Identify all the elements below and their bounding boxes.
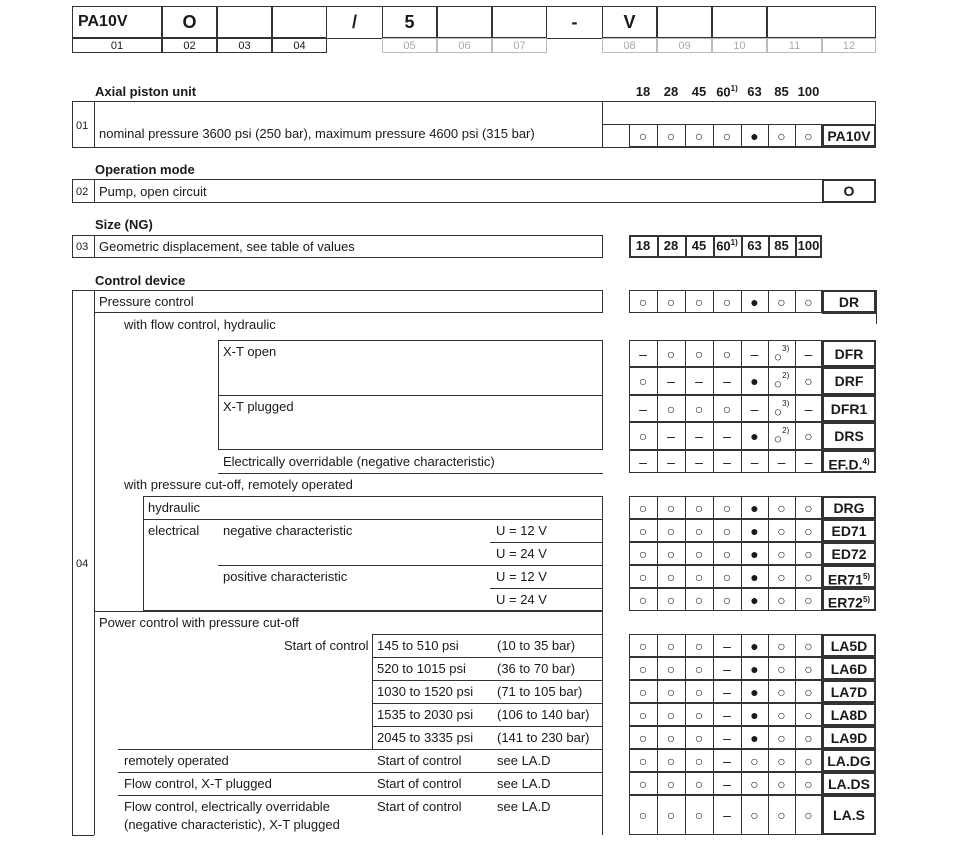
availability-na-icon: – [723,637,731,654]
right-edge [876,290,877,324]
availability-option-icon: ○ [666,127,676,144]
availability-na-icon: – [639,453,647,470]
row-number-01: 01 [76,120,89,132]
code-value: / [351,12,357,32]
ordering-code-la7d: LA7D [830,683,868,700]
availability-option-icon: ○ [750,775,759,792]
position-index: 08 [623,40,636,52]
ordering-code-er71: ER71$^{5)}$ [827,571,871,588]
row-number-03: 03 [76,241,89,253]
size-value-85: 85 [774,238,789,253]
availability-option-icon: ○$^{2)}$ [773,426,790,447]
availability-option-icon: ○ [804,637,813,654]
availability-option-icon: ○ [777,522,786,539]
psi-range: 1535 to 2030 psi [377,707,474,722]
availability-standard-icon: ● [750,706,759,723]
availability-option-icon: ○ [722,522,732,539]
voltage-24-label: U = 24 V [496,592,547,607]
availability-option-icon: ○ [804,660,813,677]
ordering-code-ladg: LA.DG [827,752,871,769]
availability-option-icon: ○ [777,545,786,562]
ordering-code-dfr: DFR [834,345,864,362]
availability-na-icon: – [667,453,675,470]
availability-option-icon: ○ [638,127,648,144]
availability-option-icon: ○ [722,400,732,417]
availability-option-icon: ○ [777,293,786,310]
availability-option-icon: ○ [804,568,813,585]
size-header-28: 28 [663,84,679,99]
availability-option-icon: ○ [694,591,704,608]
row-number-04: 04 [76,558,89,570]
availability-option-icon: ○ [750,807,759,823]
bar-range: (36 to 70 bar) [497,661,576,676]
flow-control-label: with flow control, hydraulic [124,317,276,332]
availability-option-icon: ○ [777,706,786,723]
size-header-60: 60$^{1)}$ [716,84,738,100]
availability-option-icon: ○ [804,522,813,539]
availability-standard-icon: ● [750,683,759,700]
availability-standard-icon: ● [750,373,759,389]
code-box [712,6,767,38]
availability-option-icon: ○ [694,400,704,417]
availability-option-icon: ○ [804,729,813,746]
ordering-code-dr: DR [838,293,860,310]
size-value-63: 63 [747,238,762,253]
availability-option-icon: ○ [722,499,732,516]
availability-option-icon: ○ [694,729,704,746]
availability-option-icon: ○ [638,775,648,792]
availability-na-icon: – [804,400,813,417]
availability-na-icon: – [667,373,675,389]
position-index: 01 [110,40,124,52]
availability-option-icon: ○ [804,683,813,700]
size-header-85: 85 [774,84,789,99]
availability-option-icon: ○ [666,775,676,792]
operation-description: Pump, open circuit [99,184,207,199]
position-index: 12 [842,40,856,52]
flow-xt-plugged-label: Flow control, X-T plugged [124,776,272,791]
code-value: V [623,12,636,32]
availability-option-icon: ○ [804,373,813,389]
size-value-100: 100 [797,238,820,253]
availability-option-icon: ○ [638,807,648,823]
bar-range: (106 to 140 bar) [497,707,590,722]
size-header-18: 18 [635,84,651,99]
bar-range: (141 to 230 bar) [497,730,590,745]
position-index: 09 [678,40,691,52]
availability-option-icon: ○ [638,545,648,562]
availability-option-icon: ○ [777,591,786,608]
position-index: 04 [293,40,306,52]
size-value-60: 60$^{1)}$ [716,238,738,254]
start-of-control-label: Start of control [377,799,462,814]
availability-option-icon: ○ [694,522,704,539]
availability-na-icon: – [723,373,731,389]
availability-option-icon: ○ [777,775,786,792]
control-device-title: Control device [95,273,186,288]
xt-open-label: X-T open [223,344,277,359]
availability-na-icon: – [667,428,675,444]
availability-option-icon: ○ [694,775,704,792]
ordering-code-er72: ER72$^{5)}$ [827,594,871,611]
availability-standard-icon: ● [750,293,759,310]
availability-option-icon: ○ [666,660,676,677]
availability-option-icon: ○ [694,568,704,585]
availability-na-icon: – [804,345,813,362]
availability-na-icon: – [777,453,786,470]
operation-mode-title: Operation mode [95,162,195,177]
size-title: Size (NG) [95,217,153,232]
availability-na-icon: – [723,660,731,677]
availability-na-icon: – [695,373,703,389]
availability-na-icon: – [723,775,731,792]
ordering-code-drg: DRG [833,499,865,516]
flow-elec-label-line2: (negative characteristic), X-T plugged [124,817,340,832]
availability-option-icon: ○ [777,127,786,144]
availability-na-icon: – [723,752,731,769]
availability-option-icon: ○ [666,637,676,654]
position-index: 05 [403,40,416,52]
availability-option-icon: ○ [804,428,813,444]
pressure-control-label: Pressure control [99,294,194,309]
availability-option-icon: ○ [777,660,786,677]
xt-plugged-label: X-T plugged [223,399,294,414]
availability-option-icon: ○ [722,545,732,562]
start-of-control-label: Start of control [377,776,462,791]
availability-standard-icon: ● [750,660,759,677]
position-index: 07 [513,40,526,52]
availability-option-icon: ○ [638,752,648,769]
code-box [767,6,876,38]
availability-standard-icon: ● [750,499,759,516]
size-value-18: 18 [635,238,651,253]
negative-char-label: negative characteristic [223,523,353,538]
availability-option-icon: ○ [638,568,648,585]
availability-option-icon: ○ [777,683,786,700]
availability-option-icon: ○ [666,752,676,769]
availability-standard-icon: ● [750,637,759,654]
availability-option-icon: ○ [638,591,648,608]
code-row-top [72,6,876,7]
availability-option-icon: ○$^{3)}$ [773,398,790,420]
availability-option-icon: ○ [638,522,648,539]
positive-char-label: positive characteristic [223,569,348,584]
code-box [272,6,327,38]
availability-option-icon: ○ [666,499,676,516]
availability-option-icon: ○ [777,568,786,585]
voltage-12-label: U = 12 V [496,569,547,584]
availability-option-icon: ○ [804,591,813,608]
position-index: 02 [183,40,196,52]
availability-option-icon: ○ [694,345,704,362]
flow-elec-label-line1: Flow control, electrically overridable [124,799,330,814]
availability-option-icon: ○ [638,499,648,516]
availability-option-icon: ○ [694,127,704,144]
availability-option-icon: ○ [638,293,648,310]
availability-option-icon: ○ [694,637,704,654]
availability-option-icon: ○ [638,428,648,444]
availability-option-icon: ○ [666,345,676,362]
availability-na-icon: – [639,345,647,362]
remotely-operated-label: remotely operated [124,753,229,768]
size-value-28: 28 [663,238,679,253]
availability-option-icon: ○ [722,127,732,144]
availability-standard-icon: ● [750,428,759,444]
ordering-code-drs: DRS [834,428,864,444]
availability-option-icon: ○ [804,127,813,144]
availability-option-icon: ○ [722,293,732,310]
code-value: O [182,12,197,32]
availability-option-icon: ○ [694,683,704,700]
ordering-code-ed71: ED71 [831,522,867,539]
availability-option-icon: ○ [638,683,648,700]
availability-option-icon: ○ [638,729,648,746]
availability-na-icon: – [723,683,731,700]
see-reference: see LA.D [497,776,551,791]
electrical-label: electrical [148,523,200,538]
availability-standard-icon: ● [750,545,759,562]
availability-option-icon: ○ [666,545,676,562]
axial-description: nominal pressure 3600 psi (250 bar), maximum pressure 4600 psi (315 bar) [99,126,535,141]
availability-option-icon: ○ [666,729,676,746]
bar-range: (10 to 35 bar) [497,638,576,653]
availability-option-icon: ○ [638,637,648,654]
availability-option-icon: ○ [804,752,813,769]
psi-range: 1030 to 1520 psi [377,684,474,699]
availability-option-icon: ○ [777,637,786,654]
code-box [657,6,712,38]
availability-option-icon: ○ [777,752,786,769]
size-header-100: 100 [797,84,820,99]
start-of-control-label: Start of control [377,753,462,768]
availability-option-icon: ○ [666,807,676,823]
axial-piston-title: Axial piston unit [95,84,197,99]
availability-option-icon: ○ [804,499,813,516]
code-box [492,6,547,38]
code-value: - [571,12,578,32]
availability-na-icon: – [804,453,813,470]
availability-na-icon: – [750,345,759,362]
availability-option-icon: ○ [777,499,786,516]
availability-option-icon: ○ [694,499,704,516]
ordering-code-la5d: LA5D [830,637,868,654]
availability-option-icon: ○ [666,522,676,539]
availability-option-icon: ○ [804,545,813,562]
ordering-code-lads: LA.DS [828,775,870,792]
code-box [437,6,492,38]
ordering-code-la9d: LA9D [830,729,868,746]
hydraulic-label: hydraulic [148,500,201,515]
availability-na-icon: – [723,706,731,723]
elec-overridable-label: Electrically overridable (negative characteristic) [223,454,495,469]
ordering-code-la8d: LA8D [830,706,868,723]
availability-standard-icon: ● [750,591,759,608]
availability-option-icon: ○ [666,568,676,585]
availability-option-icon: ○ [638,706,648,723]
availability-na-icon: – [750,453,759,470]
availability-na-icon: – [695,428,703,444]
availability-standard-icon: ● [750,568,759,585]
voltage-24-label: U = 24 V [496,546,547,561]
availability-option-icon: ○ [666,683,676,700]
availability-na-icon: – [723,453,731,470]
availability-na-icon: – [723,428,731,444]
availability-option-icon: ○ [694,660,704,677]
power-control-label: Power control with pressure cut-off [99,615,299,630]
row-number-02: 02 [76,186,89,198]
voltage-12-label: U = 12 V [496,523,547,538]
availability-option-icon: ○ [666,400,676,417]
position-index: 11 [788,40,801,52]
see-reference: see LA.D [497,799,551,814]
availability-option-icon: ○ [804,706,813,723]
psi-range: 2045 to 3335 psi [377,730,474,745]
availability-na-icon: – [723,807,731,823]
availability-na-icon: – [695,453,703,470]
right-edge-bottom [822,313,876,314]
availability-option-icon: ○ [694,807,704,823]
ordering-code-drf: DRF [834,373,864,389]
ordering-code-ed72: ED72 [831,545,867,562]
psi-range: 145 to 510 psi [377,638,459,653]
availability-option-icon: ○$^{3)}$ [773,343,790,365]
availability-option-icon: ○ [804,807,813,823]
availability-option-icon: ○ [722,591,732,608]
availability-option-icon: ○ [638,373,648,389]
bar-range: (71 to 105 bar) [497,684,583,699]
position-index: 10 [733,40,746,52]
availability-option-icon: ○$^{2)}$ [773,371,790,392]
size-description: Geometric displacement, see table of values [99,239,355,254]
see-reference: see LA.D [497,753,551,768]
availability-na-icon: – [639,400,647,417]
availability-option-icon: ○ [777,807,786,823]
pressure-cutoff-label: with pressure cut-off, remotely operated [124,477,353,492]
size-header-45: 45 [691,84,707,99]
availability-na-icon: – [723,729,731,746]
ordering-code-las: LA.S [833,807,865,823]
availability-standard-icon: ● [750,522,759,539]
availability-option-icon: ○ [804,293,813,310]
start-of-control-label: Start of control [284,638,369,653]
psi-range: 520 to 1015 psi [377,661,466,676]
availability-standard-icon: ● [750,729,759,746]
availability-option-icon: ○ [666,293,676,310]
ordering-code-axial: PA10V [827,127,871,144]
size-value-45: 45 [691,238,707,253]
size-header-63: 63 [747,84,762,99]
availability-option-icon: ○ [694,706,704,723]
availability-option-icon: ○ [694,545,704,562]
availability-option-icon: ○ [638,660,648,677]
code-box [217,6,272,38]
availability-na-icon: – [750,400,759,417]
availability-option-icon: ○ [722,568,732,585]
code-value: 5 [404,12,415,32]
availability-option-icon: ○ [804,775,813,792]
availability-option-icon: ○ [750,752,759,769]
availability-option-icon: ○ [722,345,732,362]
ordering-code-dfr1: DFR1 [830,400,868,417]
ordering-code-efd: EF.D.$^{4)}$ [828,456,870,473]
operation-code: O [843,183,855,199]
ordering-code-la6d: LA6D [830,660,868,677]
code-value: PA10V [78,13,128,30]
availability-option-icon: ○ [777,729,786,746]
availability-option-icon: ○ [666,706,676,723]
position-index: 06 [458,40,471,52]
availability-option-icon: ○ [666,591,676,608]
availability-option-icon: ○ [694,752,704,769]
availability-option-icon: ○ [694,293,704,310]
availability-standard-icon: ● [750,127,759,144]
position-index: 03 [238,40,251,52]
